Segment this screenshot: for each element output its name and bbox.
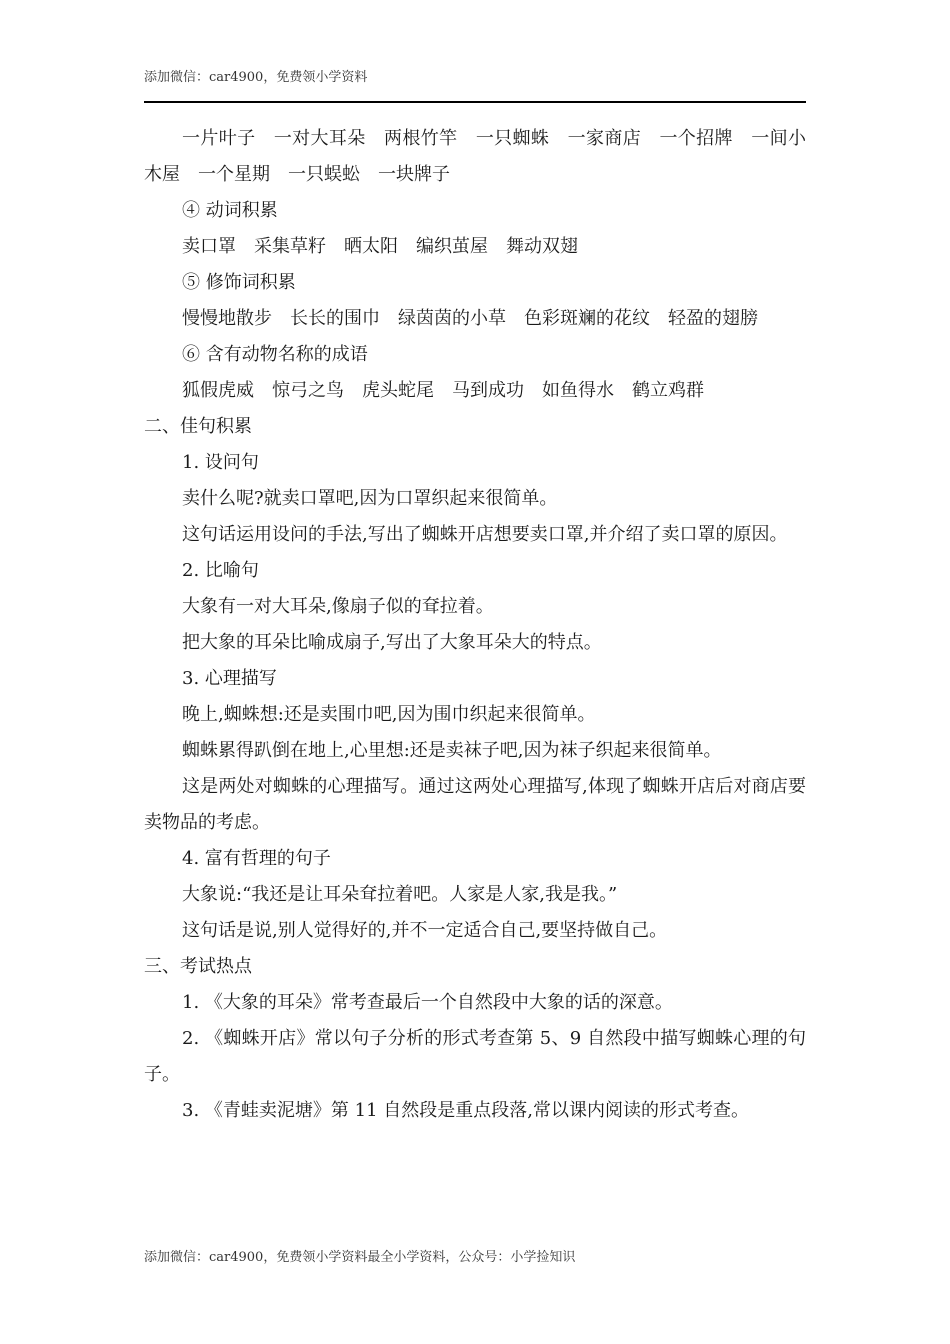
section-heading: 三、考试热点 <box>144 956 252 977</box>
paragraph: ⑥ 含有动物名称的成语 <box>182 344 368 365</box>
paragraph: 1. 《大象的耳朵》常考查最后一个自然段中大象的话的深意。 <box>182 992 673 1013</box>
page-footer: 添加微信：car4900，免费领小学资料最全小学资料，公众号：小学捡知识 <box>144 1250 576 1265</box>
paragraph: 慢慢地散步 长长的围巾 绿茵茵的小草 色彩斑斓的花纹 轻盈的翅膀 <box>182 308 758 329</box>
paragraph: ④ 动词积累 <box>182 200 278 221</box>
paragraph: 这句话运用设问的手法,写出了蜘蛛开店想要卖口罩,并介绍了卖口罩的原因。 <box>182 524 788 545</box>
paragraph: 这是两处对蜘蛛的心理描写。通过这两处心理描写,体现了蜘蛛开店后对商店要卖物品的考虑。 <box>144 776 806 833</box>
paragraph: 晚上,蜘蛛想:还是卖围巾吧,因为围巾织起来很简单。 <box>182 704 596 725</box>
paragraph: 卖什么呢?就卖口罩吧,因为口罩织起来很简单。 <box>182 488 558 509</box>
document-body <box>144 121 806 1129</box>
paragraph: 3. 《青蛙卖泥塘》第 11 自然段是重点段落,常以课内阅读的形式考查。 <box>182 1100 749 1121</box>
paragraph: 把大象的耳朵比喻成扇子,写出了大象耳朵大的特点。 <box>182 632 602 653</box>
section-heading: 二、佳句积累 <box>144 416 252 437</box>
paragraph: 狐假虎威 惊弓之鸟 虎头蛇尾 马到成功 如鱼得水 鹤立鸡群 <box>182 380 704 401</box>
paragraph: ⑤ 修饰词积累 <box>182 272 296 293</box>
paragraph: 一片叶子 一对大耳朵 两根竹竿 一只蜘蛛 一家商店 一个招牌 一间小木屋 一个星期 一只蜈蚣 一块牌子 <box>144 128 806 185</box>
paragraph: 卖口罩 采集草籽 晒太阳 编织茧屋 舞动双翅 <box>182 236 578 257</box>
paragraph: 大象有一对大耳朵,像扇子似的耷拉着。 <box>182 596 494 617</box>
paragraph: 4. 富有哲理的句子 <box>182 848 331 869</box>
paragraph: 大象说:“我还是让耳朵耷拉着吧。人家是人家,我是我。” <box>182 884 618 905</box>
page-header: 添加微信：car4900，免费领小学资料 <box>144 70 368 85</box>
paragraph: 这句话是说,别人觉得好的,并不一定适合自己,要坚持做自己。 <box>182 920 668 941</box>
paragraph: 2. 《蜘蛛开店》常以句子分析的形式考查第 5、9 自然段中描写蜘蛛心理的句子。 <box>144 1028 806 1085</box>
paragraph: 蜘蛛累得趴倒在地上,心里想:还是卖袜子吧,因为袜子织起来很简单。 <box>182 740 722 761</box>
header-divider <box>144 101 806 103</box>
paragraph: 3. 心理描写 <box>182 668 277 689</box>
paragraph: 1. 设问句 <box>182 452 259 473</box>
paragraph: 2. 比喻句 <box>182 560 259 581</box>
